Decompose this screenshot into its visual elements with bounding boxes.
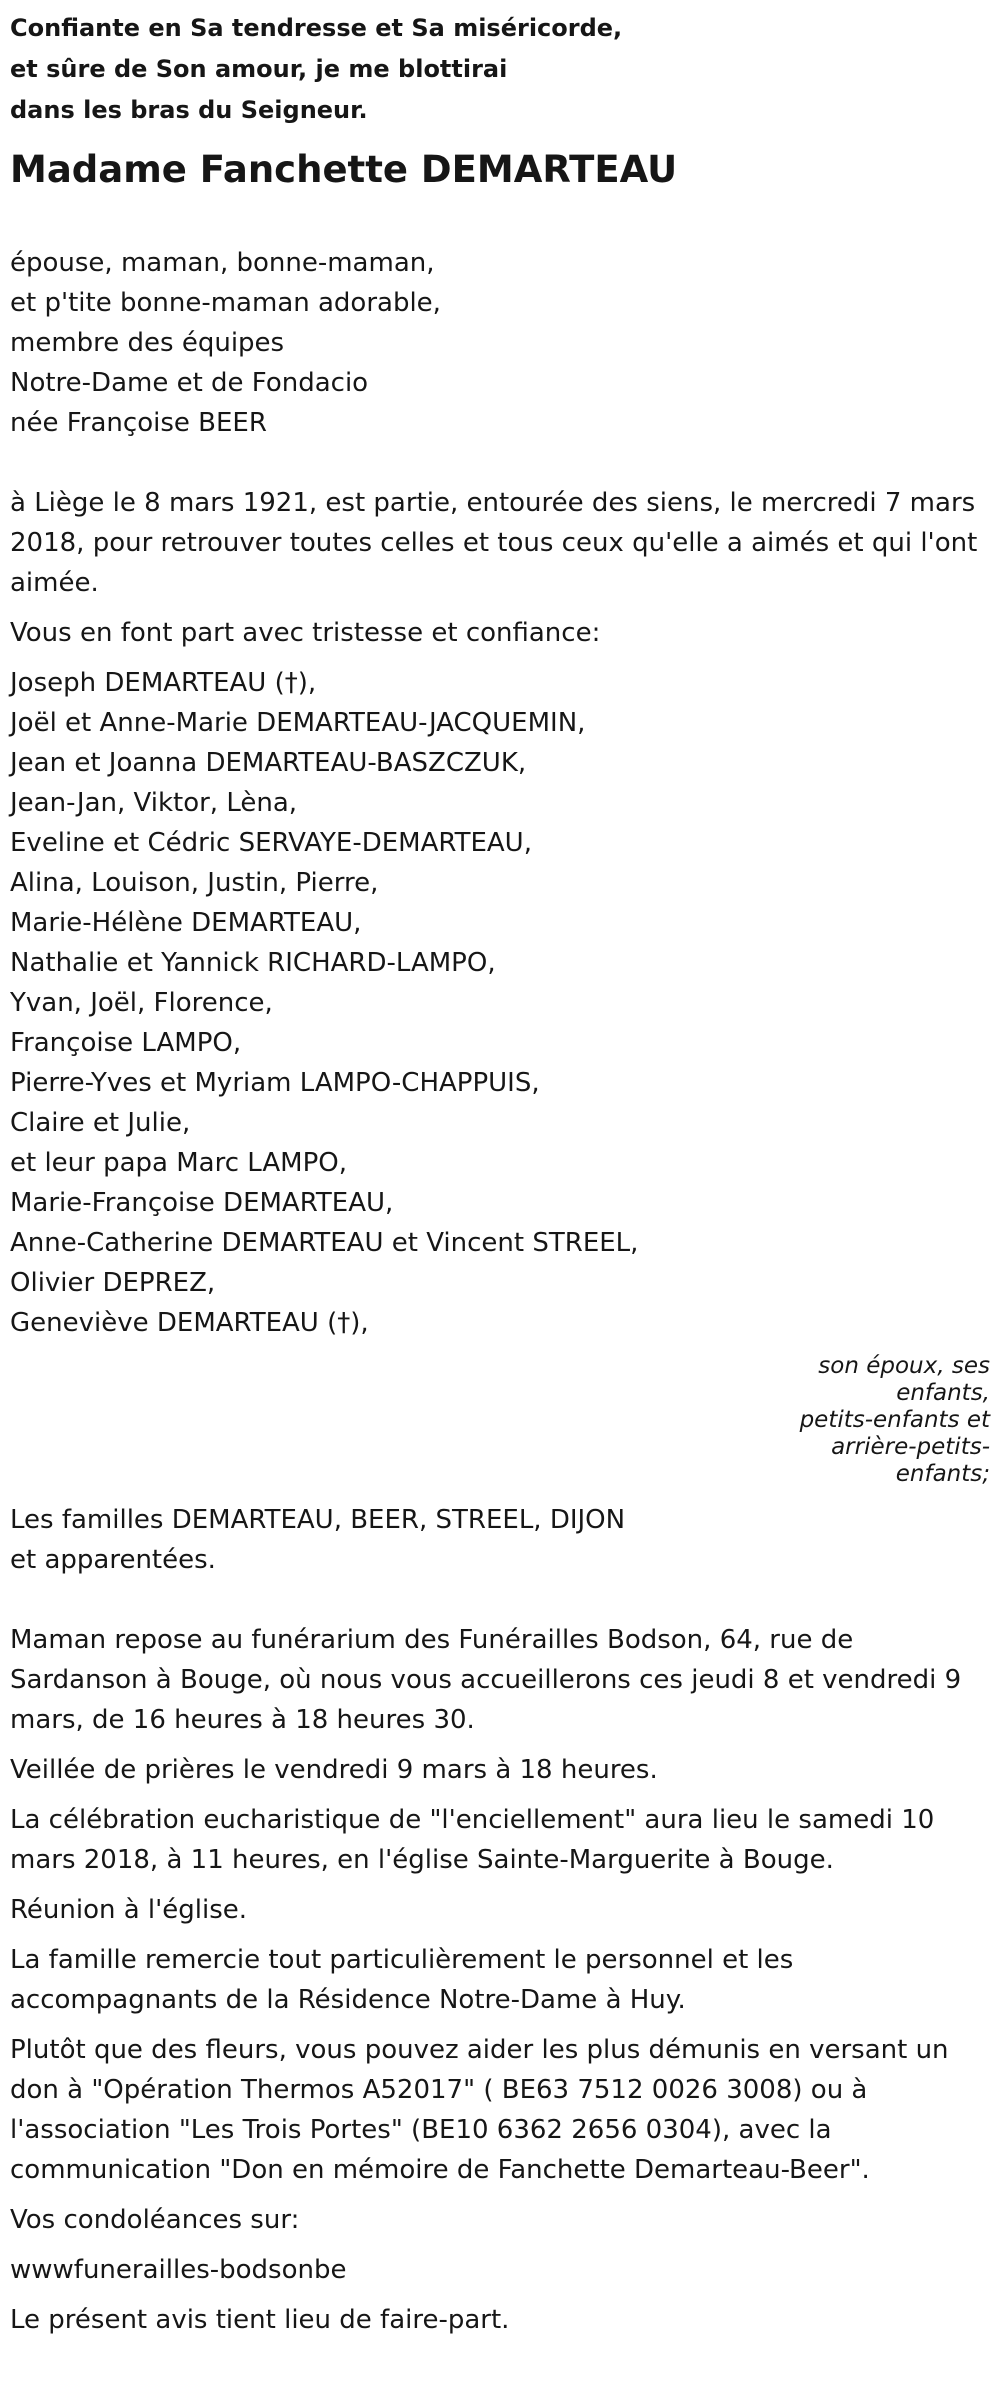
- relation-line: enfants;: [895, 1461, 990, 1487]
- family-member: Jean et Joanna DEMARTEAU-BASZCZUK,: [10, 748, 527, 778]
- family-member: Olivier DEPREZ,: [10, 1268, 216, 1298]
- family-intro: Vous en font part avec tristesse et confiance:: [10, 618, 601, 648]
- relations-note: [770, 1353, 990, 1488]
- family-member: Pierre-Yves et Myriam LAMPO-CHAPPUIS,: [10, 1068, 540, 1098]
- family-member: Claire et Julie,: [10, 1108, 191, 1138]
- title-line: Notre-Dame et de Fondacio: [10, 368, 369, 398]
- family-member: Jean-Jan, Viktor, Lèna,: [10, 788, 298, 818]
- funerarium-paragraph: Maman repose au funérarium des Funérailles Bodson, 64, rue de Sardanson à Bouge, où nous vous accueillerons ces jeudi 8 et vendredi 9 mars, de 16 heures à 18 heures 30.: [10, 1625, 962, 1735]
- verse-line: Confiante en Sa tendresse et Sa miséricorde,: [10, 14, 623, 42]
- family-member: Geneviève DEMARTEAU (†),: [10, 1308, 369, 1338]
- relation-line: son époux, ses: [818, 1353, 990, 1379]
- verse-line: dans les bras du Seigneur.: [10, 96, 368, 124]
- reunion-paragraph: Réunion à l'église.: [10, 1895, 248, 1925]
- ceremony-paragraph: La célébration eucharistique de "l'enciellement" aura lieu le samedi 10 mars 2018, à 11 heures, en l'église Sainte-Marguerite à Bouge.: [10, 1805, 935, 1875]
- vigil-paragraph: Veillée de prières le vendredi 9 mars à 18 heures.: [10, 1755, 658, 1785]
- family-member: Eveline et Cédric SERVAYE-DEMARTEAU,: [10, 828, 532, 858]
- family-member: Alina, Louison, Justin, Pierre,: [10, 868, 379, 898]
- relation-line: enfants,: [896, 1380, 990, 1406]
- title-line: et p'tite bonne-maman adorable,: [10, 288, 441, 318]
- family-member: Joseph DEMARTEAU (†),: [10, 668, 317, 698]
- title-line: membre des équipes: [10, 328, 285, 358]
- titles-block: [10, 243, 990, 443]
- donation-paragraph: Plutôt que des fleurs, vous pouvez aider les plus démunis en versant un don à "Opération Thermos A52017" ( BE63 7512 0026 3008) ou à l'association "Les Trois Portes" (BE10 6362 2656 0304), avec la communication "Don en mémoire de Fanchette Demarteau-Beer".: [10, 2035, 949, 2185]
- family-member: Nathalie et Yannick RICHARD-LAMPO,: [10, 948, 496, 978]
- relation-line: petits-enfants et: [799, 1407, 990, 1433]
- title-line: née Françoise BEER: [10, 408, 267, 438]
- relation-line: arrière-petits-: [831, 1434, 990, 1460]
- family-list: [10, 663, 990, 1343]
- deceased-name: Madame Fanchette DEMARTEAU: [10, 148, 678, 191]
- family-member: Marie-Hélène DEMARTEAU,: [10, 908, 362, 938]
- obituary-page: [0, 8, 1000, 2397]
- family-member: et leur papa Marc LAMPO,: [10, 1148, 347, 1178]
- family-member: Joël et Anne-Marie DEMARTEAU-JACQUEMIN,: [10, 708, 586, 738]
- announcement-paragraph: à Liège le 8 mars 1921, est partie, entourée des siens, le mercredi 7 mars 2018, pour retrouver toutes celles et tous ceux qu'elle a aimés et qui l'ont aimée.: [10, 488, 978, 598]
- condolences-website: wwwfunerailles-bodsonbe: [10, 2255, 347, 2285]
- thanks-paragraph: La famille remercie tout particulièrement le personnel et les accompagnants de la Résidence Notre-Dame à Huy.: [10, 1945, 794, 2015]
- family-member: Marie-Françoise DEMARTEAU,: [10, 1188, 394, 1218]
- families-block: [10, 1500, 990, 1580]
- closing-note: Le présent avis tient lieu de faire-part.: [10, 2305, 510, 2335]
- family-member: Françoise LAMPO,: [10, 1028, 242, 1058]
- condolences-label: Vos condoléances sur:: [10, 2205, 300, 2235]
- families-line: et apparentées.: [10, 1545, 216, 1575]
- verse-line: et sûre de Son amour, je me blottirai: [10, 55, 508, 83]
- families-line: Les familles DEMARTEAU, BEER, STREEL, DIJON: [10, 1505, 626, 1535]
- opening-verse: [10, 8, 990, 131]
- title-line: épouse, maman, bonne-maman,: [10, 248, 435, 278]
- family-member: Yvan, Joël, Florence,: [10, 988, 273, 1018]
- family-member: Anne-Catherine DEMARTEAU et Vincent STREEL,: [10, 1228, 639, 1258]
